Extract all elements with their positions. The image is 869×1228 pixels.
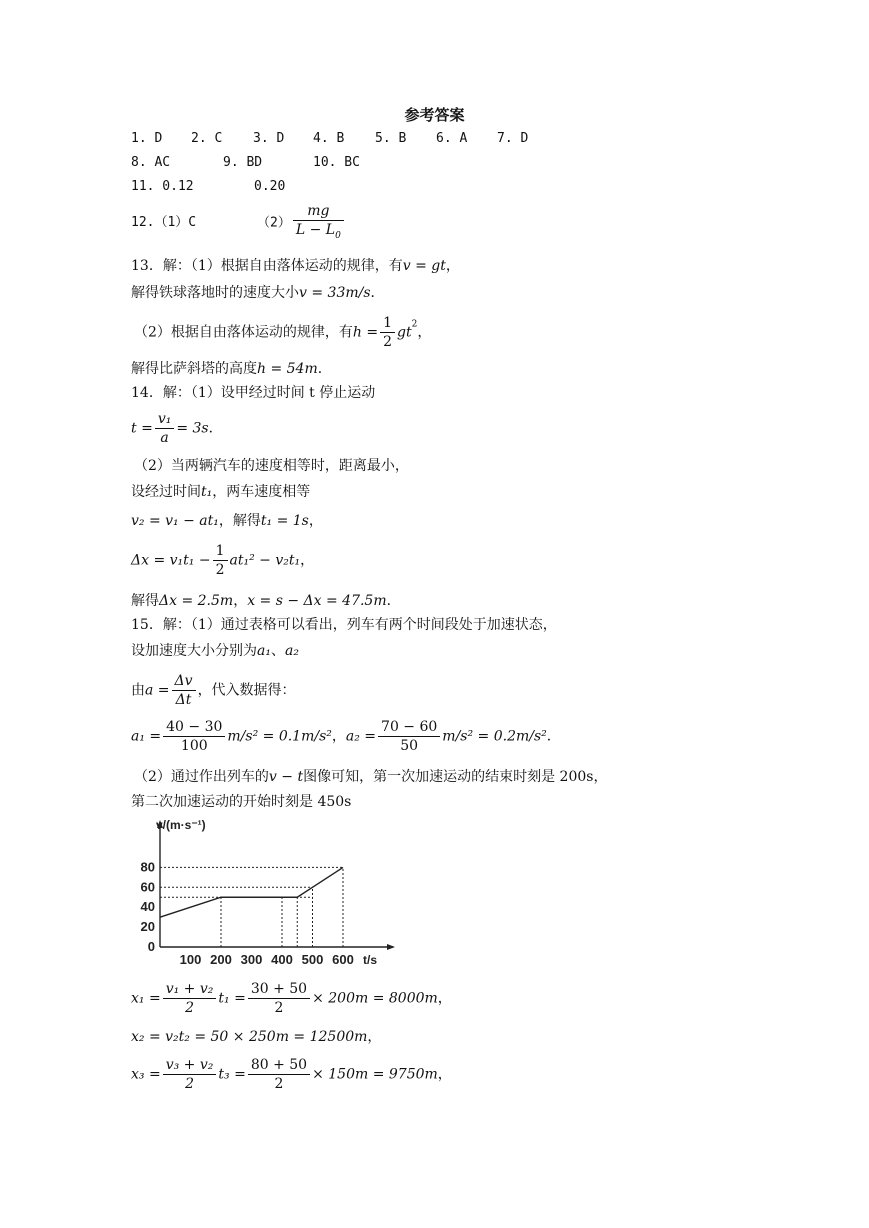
q15-line-4: a₁ = $\frac{40 - 30}{100}$ m/s² = 0.1m/s²，a₂ = $\frac{70 - 60}{50}$ m/s² = 0.2m/s²．	[131, 719, 561, 754]
mc-row-3	[131, 178, 285, 196]
q14-line-4: 设经过时间t₁，两车速度相等	[131, 484, 311, 500]
q13-line-4: 解得比萨斜塔的高度h = 54m．	[131, 361, 332, 377]
y-tick-label: 20	[140, 919, 155, 935]
x1-equation: x₁ = $\frac{\text{v₁ + v₂}}{2}$ t₁ = $\frac{30 + 50}{2}$ × 200m = 8000m，	[131, 981, 452, 1016]
x2-equation: x₂ = v₂t₂ = 50 × 250m = 12500m，	[131, 1029, 382, 1045]
q14-line-2: t = $\frac{\text{v₁}}{a}$ = 3s．	[131, 411, 223, 446]
q15-line-6: 第二次加速运动的开始时刻是 450s	[131, 794, 352, 810]
fraction: $\frac{1}{2}$	[380, 314, 395, 351]
fraction: $\frac{70 - 60}{50}$	[378, 718, 440, 755]
q15-line-2: 设加速度大小分别为a₁、a₂	[131, 643, 299, 659]
x-tick-label: 600	[332, 952, 354, 967]
formula: v = gt	[402, 258, 446, 274]
fraction-denominator: $L - L_0$	[295, 222, 341, 241]
mc-answer: 7. D	[497, 131, 529, 146]
mc-answer: 4. B	[313, 131, 345, 146]
velocity-series-line	[160, 867, 343, 917]
fraction: $\frac{\Delta v}{\Delta t}$	[172, 672, 196, 709]
q14-line-7: 解得Δx = 2.5m，x = s − Δx = 47.5m．	[131, 593, 401, 609]
mc-answer: 10. BC	[313, 155, 360, 170]
fraction: $\frac{40 - 30}{100}$	[163, 718, 225, 755]
q13-line-3: （2）根据自由落体运动的规律，有h = $\frac{1}{2}$ $gt^2$，	[134, 315, 432, 350]
fraction: $\frac{\text{v₃ + v₂}}{2}$	[163, 1056, 217, 1093]
page-title: 参考答案	[404, 106, 465, 124]
mc-row-2	[131, 154, 360, 172]
mc-answer: 8. AC	[131, 155, 171, 170]
fill-answer: 0.20	[254, 179, 286, 194]
y-tick-label: 60	[140, 879, 155, 895]
q13-line-1: 13．解：（1）根据自由落体运动的规律，有v = gt，	[131, 258, 460, 274]
q15-line-3: 由a = $\frac{\Delta v}{\Delta t}$ ，代入数据得：	[131, 673, 296, 708]
y-tick-label: 40	[140, 899, 155, 915]
x-axis-label: t/s	[363, 953, 378, 967]
x-tick-label: 300	[240, 952, 263, 967]
fraction: $\frac{\text{v₁}}{a}$	[155, 410, 175, 447]
x-axis-arrow	[387, 944, 395, 950]
velocity-time-chart	[118, 816, 418, 976]
mc-answer: 1. D	[131, 131, 163, 146]
q14-line-5: v₂ = v₁ − at₁，解得t₁ = 1s，	[131, 513, 323, 529]
q15-line-1: 15．解：（1）通过表格可以看出，列车有两个时间段处于加速状态，	[131, 617, 557, 633]
fraction: $\frac{\text{v₁ + v₂}}{2}$	[163, 980, 217, 1017]
x3-equation: x₃ = $\frac{\text{v₃ + v₂}}{2}$ t₃ = $\frac{80 + 50}{2}$ × 150m = 9750m，	[131, 1057, 452, 1092]
x-tick-label: 400	[271, 952, 293, 967]
fill-answer: 11. 0.12	[131, 179, 194, 194]
mc-answer: 2. C	[191, 131, 223, 146]
y-tick-label: 80	[140, 859, 155, 875]
fraction-numerator: mg	[293, 202, 344, 221]
formula: h = 54m	[257, 361, 318, 377]
y-tick-label: 0	[147, 939, 155, 954]
mc-answer: 9. BD	[223, 155, 263, 170]
q12-label: 12.（1）C	[131, 215, 197, 231]
fraction: $\frac{1}{2}$	[213, 542, 228, 579]
q12-line	[131, 202, 346, 245]
mc-answer: 3. D	[253, 131, 285, 146]
mc-row-1	[131, 130, 528, 148]
q12-fraction	[293, 202, 344, 245]
x-tick-label: 500	[301, 952, 324, 967]
q14-line-6: Δx = v₁t₁ − $\frac{1}{2}$ at₁² − v₂t₁，	[131, 543, 315, 578]
y-axis-label: v/(m·s⁻¹)	[156, 818, 206, 832]
q14-line-1: 14．解：（1）设甲经过时间 t 停止运动	[131, 385, 376, 401]
mc-answer: 5. B	[375, 131, 407, 146]
q12-part2: （2）	[257, 215, 291, 231]
fraction: $\frac{30 + 50}{2}$	[248, 980, 310, 1017]
x-tick-label: 200	[210, 952, 232, 967]
formula: v = 33m/s	[299, 285, 371, 301]
q14-line-3: （2）当两辆汽车的速度相等时，距离最小，	[134, 458, 409, 474]
fraction: $\frac{80 + 50}{2}$	[248, 1056, 310, 1093]
q13-line-2: 解得铁球落地时的速度大小v = 33m/s．	[131, 285, 385, 301]
mc-answer: 6. A	[436, 131, 468, 146]
q15-line-5: （2）通过作出列车的v − t图像可知，第一次加速运动的结束时刻是 200s，	[134, 769, 608, 785]
x-tick-label: 100	[179, 952, 202, 967]
